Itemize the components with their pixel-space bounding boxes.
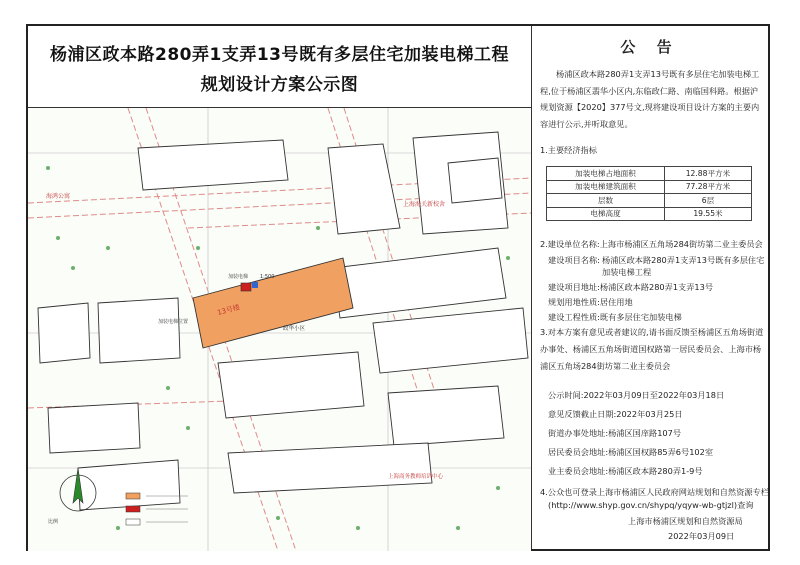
table-row <box>547 167 752 181</box>
publicity-time: 公示时间:2022年03月09日至2022年03月18日 <box>548 390 725 400</box>
table-cell: 电梯高度 <box>547 207 665 221</box>
project-name-value-2: 加装电梯工程 <box>602 267 652 277</box>
table-row <box>547 180 752 194</box>
project-address: 建设项目地址:杨浦区政本路280弄1支弄13号 <box>548 282 714 292</box>
notice-panel <box>532 26 768 549</box>
street-office-address: 街道办事处地址:杨浦区国庠路107号 <box>548 428 682 438</box>
map-label-school: 上海海关新校舍 <box>403 201 446 208</box>
map-label-small-2: 1:500 <box>260 274 275 280</box>
document-title-line1: 杨浦区政本路280弄1支弄13号既有多层住宅加装电梯工程 <box>50 45 509 65</box>
economic-indicators-table <box>546 166 752 221</box>
table-row <box>547 194 752 208</box>
section3-text: 3.对本方案有意见或者建议的,请书面反馈至杨浦区五角场街道办事处、杨浦区五角场街道国权路第一居民委员会、上海市杨浦区五角场284街坊第二业主委员会 <box>540 327 764 371</box>
map-label-scale: 比例 <box>48 519 59 525</box>
elevator-marker <box>252 282 258 288</box>
table-cell: 12.88平方米 <box>664 167 751 181</box>
left-panel <box>28 26 532 549</box>
document-title-line2: 规划设计方案公示图 <box>200 75 359 95</box>
section4-line1: 4.公众也可登录上海市杨浦区人民政府网站规划和自然资源专栏 <box>540 487 769 497</box>
target-building-13 <box>193 258 353 348</box>
table-cell: 77.28平方米 <box>664 180 751 194</box>
map-label-bottom-right: 上海商务教师培训中心 <box>388 474 444 480</box>
table-cell: 19.55米 <box>664 207 751 221</box>
elevator-location <box>241 283 251 291</box>
table-cell: 加装电梯占地面积 <box>547 167 665 181</box>
table-cell: 6层 <box>664 194 751 208</box>
project-name-label: 建设项目名称: <box>548 255 600 265</box>
land-use: 规划用地性质:居住用地 <box>548 297 633 307</box>
owner-committee-address: 业主委员会地址:杨浦区政本路280弄1-9号 <box>548 466 703 476</box>
legend-swatches <box>126 493 140 525</box>
table-cell: 加装电梯建筑面积 <box>547 180 665 194</box>
section2-title: 2.建设单位名称:上海市杨浦区五角场284街坊第二业主委员会 <box>540 239 763 249</box>
table-cell: 层数 <box>547 194 665 208</box>
feedback-deadline: 意见反馈截止日期:2022年03月25日 <box>548 409 683 419</box>
notice-heading: 公 告 <box>620 38 680 56</box>
issue-date: 2022年03月09日 <box>668 531 735 541</box>
section1-title: 1.主要经济指标 <box>540 145 597 155</box>
table-row <box>547 207 752 221</box>
notice-board <box>26 24 770 551</box>
map-label-small-1: 加装电梯 <box>228 274 249 280</box>
title-box <box>28 26 531 108</box>
notice-intro: 杨浦区政本路280弄1支弄13号既有多层住宅加装电梯工程,位于杨浦区翡华小区内,东临政仁路、南临国科路。根据沪规划资源【2020】377号文,现将建设项目设计方案的主要内容进行公示,并听取意见。 <box>540 69 760 129</box>
map-label-building-13: 13号楼 <box>216 303 241 317</box>
site-plan-map <box>28 108 531 551</box>
resident-committee-address: 居民委员会地址:杨浦区国权路85弄6号102室 <box>548 447 714 457</box>
project-name-value-1: 杨浦区政本路280弄1支弄13号既有多层住宅 <box>602 255 765 265</box>
issuer: 上海市杨浦区规划和自然资源局 <box>628 516 743 526</box>
map-label-left-mid: 加装电梯位置 <box>158 319 189 325</box>
site-plan-drawing <box>28 108 531 551</box>
map-label-community-left: 海鸿公寓 <box>46 193 71 200</box>
section4-line2: (http://www.shyp.gov.cn/shypq/yqyw-wb-gtjzl)查询 <box>548 500 754 510</box>
map-label-community-center: 政华小区 <box>283 326 306 332</box>
project-type: 建设工程性质:既有多层住宅加装电梯 <box>548 312 682 322</box>
